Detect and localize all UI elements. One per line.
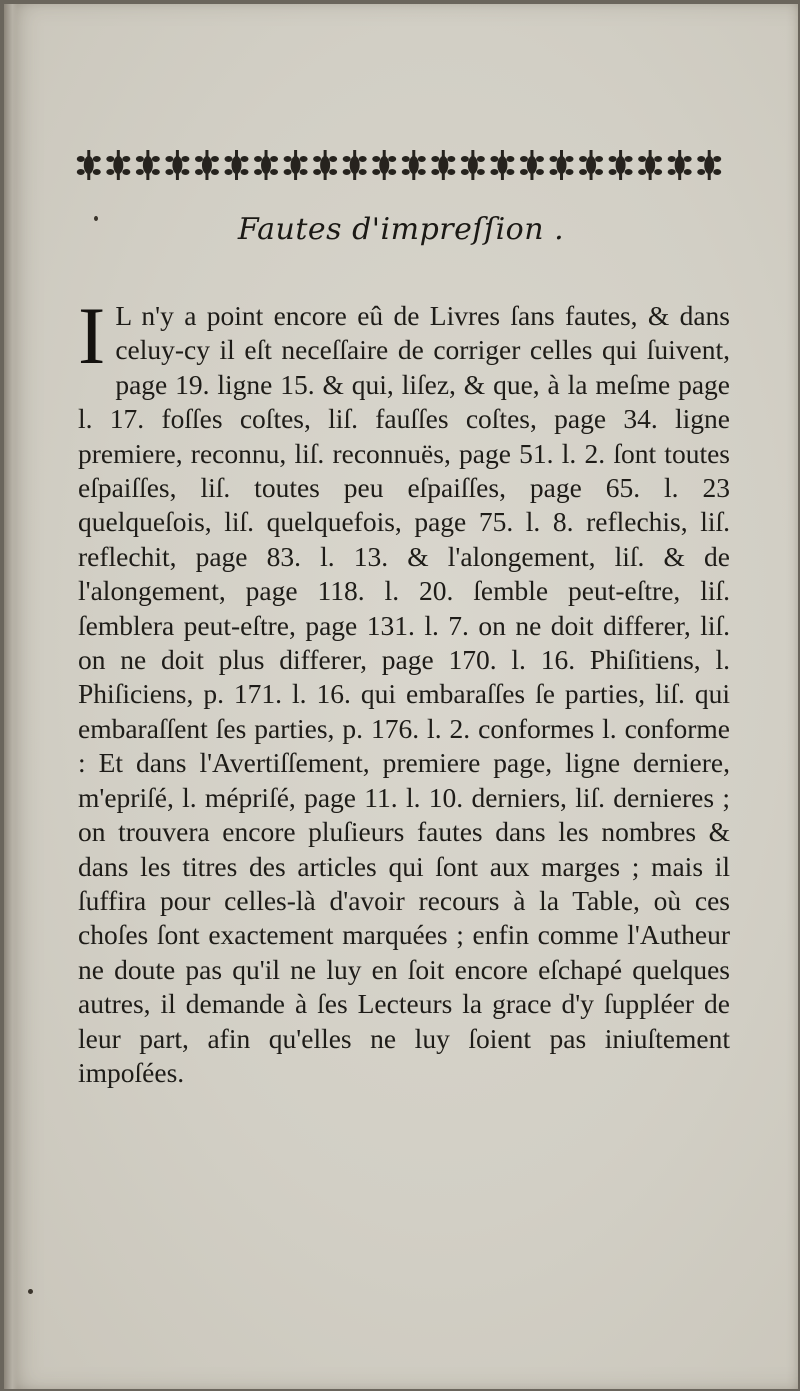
- fleuron-icon: [106, 150, 130, 180]
- page-heading: Fautes d'impreſſion .: [237, 212, 565, 247]
- fleuron-icon: [461, 150, 485, 180]
- fleuron-icon: [165, 150, 189, 180]
- fleuron-icon: [668, 150, 692, 180]
- fleuron-icon: [254, 150, 278, 180]
- fleuron-icon: [77, 150, 101, 180]
- fleuron-icon: [550, 150, 574, 180]
- fleuron-icon: [343, 150, 367, 180]
- fleuron-icon: [136, 150, 160, 180]
- fleuron-icon: [579, 150, 603, 180]
- errata-body: L n'y a point encore eû de Livres ſans fautes, & dans celuy-cy il eſt neceſſaire de corriger celles qui ſuivent, page 19. ligne 15. & qui, liſez, & que, à la meſme page l. 17. foſſes coſtes, liſ. fauſſes coſtes, page 34. ligne premiere, reconnu, liſ. reconnuës, page 51. l. 2. ſont toutes eſpaiſſes, liſ. toutes peu eſpaiſſes, page 65. l. 23 quelqueſois, liſ. quelquefois, page 75. l. 8. reflechis, liſ. reflechit, page 83. l. 13. & l'alongement, liſ. & de l'alongement, page 118. l. 20. ſemble peut-eſtre, liſ. ſemblera peut-eſtre, page 131. l. 7. on ne doit differer, liſ. on ne doit plus differer, page 170. l. 16. Phiſitiens, l. Phiſiciens, p. 171. l. 16. qui embaraſſes ſe parties, liſ. qui embaraſſent ſes parties, p. 176. l. 2. conformes l. conforme : Et dans l'Avertiſſement, premiere page, ligne derniere, m'epriſé, l. mépriſé, page 11. l. 10. derniers, liſ. dernieres ; on trouvera encore pluſieurs fautes dans les nombres & dans les titres des articles qui ſont aux marges ; mais il ſuffira pour celles-là d'avoir recours à la Table, où ces choſes ſont exactement marquées ; enfin comme l'Autheur ne doute pas qu'il ne luy en ſoit encore eſchapé quelques autres, il demande à ſes Lecteurs la grace d'y ſuppléer de leur part, afin qu'elles ne luy ſoient pas iniuſtement impoſées.: [78, 300, 730, 1088]
- drop-cap: I: [78, 290, 106, 381]
- fleuron-icon: [225, 150, 249, 180]
- fleuron-icon: [431, 150, 455, 180]
- fleuron-icon: [490, 150, 514, 180]
- fleuron-icon: [195, 150, 219, 180]
- book-page: [4, 4, 798, 1389]
- fleuron-icon: [402, 150, 426, 180]
- fleuron-icon: [520, 150, 544, 180]
- fleuron-icon: [284, 150, 308, 180]
- fleuron-icon: [697, 150, 721, 180]
- fleuron-icon: [313, 150, 337, 180]
- fleuron-icon: [372, 150, 396, 180]
- ornament-border: [74, 144, 724, 186]
- errata-text: [78, 290, 730, 1090]
- fleuron-icon: [638, 150, 662, 180]
- ink-speck: [94, 216, 98, 221]
- fleuron-icon: [609, 150, 633, 180]
- ink-speck: [28, 1289, 33, 1294]
